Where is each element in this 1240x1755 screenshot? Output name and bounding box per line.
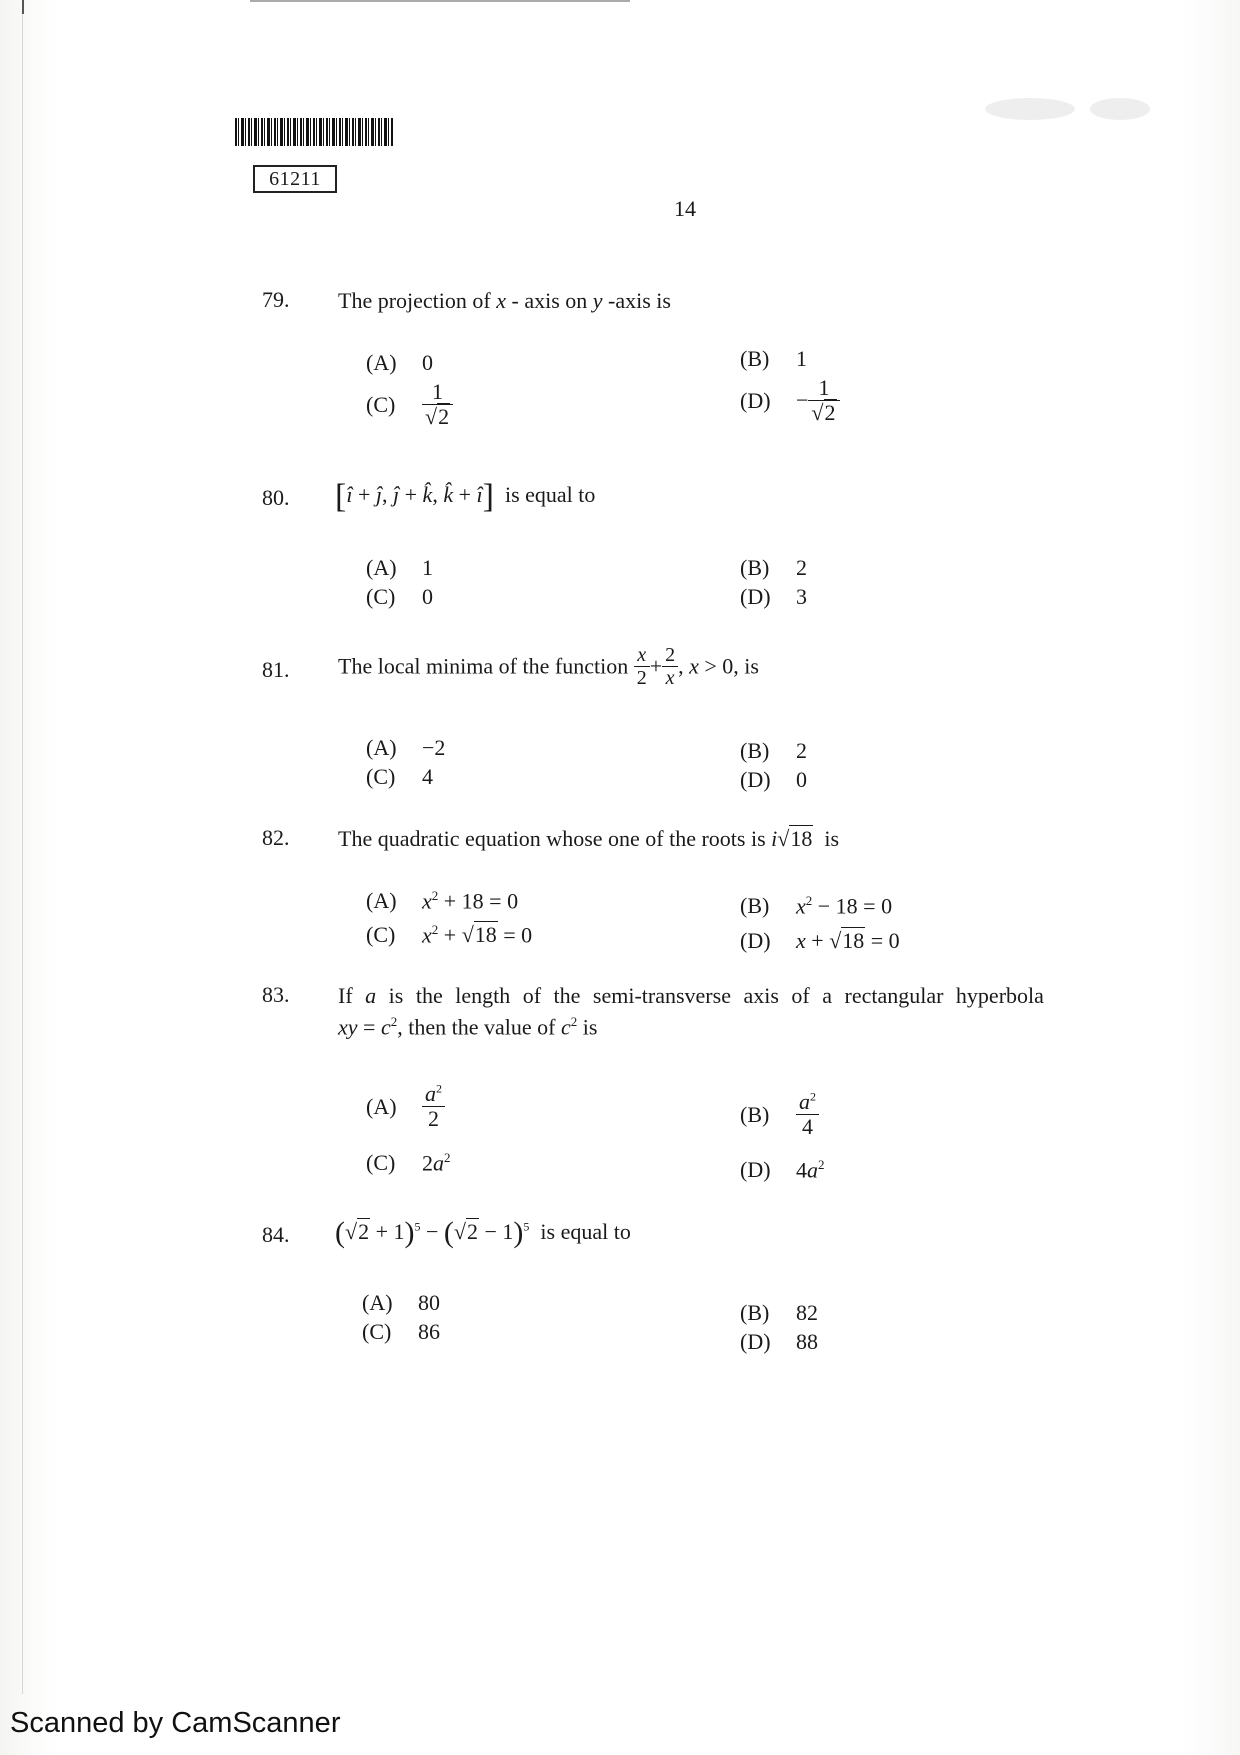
option-label: (C) (366, 391, 396, 417)
question-79-text: The projection of x - axis on y -axis is (338, 288, 671, 313)
option-label: (A) (366, 555, 397, 580)
option-label: (B) (740, 555, 770, 580)
option-label: (B) (740, 738, 770, 763)
option-label: (C) (366, 584, 396, 609)
option-value: 86 (418, 1319, 440, 1344)
q84-option-a[interactable] (362, 1290, 440, 1316)
q83-option-c[interactable]: (C) $2a^2$ (366, 1150, 451, 1176)
scanner-watermark: Scanned by CamScanner (10, 1707, 341, 1739)
question-84-text: $(√2 + 1)^5 - (√2 - 1)^5$ is equal to (335, 1216, 631, 1249)
option-label: (A) (362, 1290, 393, 1315)
q80-option-d[interactable] (740, 584, 807, 610)
option-value: 4 (422, 764, 433, 789)
page-number: 14 (674, 196, 696, 221)
question-83-number: 83. (262, 982, 290, 1007)
question-79-number: 79. (262, 287, 290, 312)
q79-option-d[interactable]: (D) − $\frac{1}{√2}$ (740, 376, 840, 425)
scan-smudge (985, 98, 1075, 120)
scan-smudge (1090, 98, 1150, 120)
option-value: 2 (796, 555, 807, 580)
option-label: (C) (362, 1319, 392, 1344)
question-80-number: 80. (262, 485, 290, 510)
question-81-number: 81. (262, 657, 290, 682)
option-label: (A) (366, 350, 397, 375)
q82-option-d[interactable]: (D) x + √18 = 0 (740, 928, 900, 953)
question-81-text: The local minima of the function $\frac{x}{2}$ + $\frac{2}{x}$ , x > 0, is (338, 644, 759, 689)
option-label: (B) (740, 893, 770, 919)
q82-option-c[interactable]: (C) $x^2 + √18 = 0$ (366, 922, 533, 948)
option-label: (D) (740, 1157, 771, 1183)
option-value: 0 (422, 584, 433, 609)
q84-option-c[interactable] (362, 1319, 440, 1345)
option-label: (B) (740, 1101, 770, 1127)
q79-option-c[interactable]: (C) $\frac{1}{√2}$ (366, 380, 453, 429)
q81-option-b[interactable] (740, 738, 807, 764)
question-80-text: [î + ĵ, ĵ + k̂, k̂ + î] is equal to (335, 478, 596, 515)
q83-option-a[interactable]: (A) $\frac{a^2}{2}$ (366, 1082, 445, 1131)
question-82-number: 82. (262, 825, 290, 850)
option-value: 3 (796, 584, 807, 609)
option-label: (D) (740, 387, 771, 413)
q83-option-d[interactable]: (D) $4a^2$ (740, 1157, 825, 1183)
option-value: −2 (422, 735, 446, 760)
option-value: 82 (796, 1300, 818, 1325)
scan-edge-mark (22, 0, 24, 14)
option-value: 88 (796, 1329, 818, 1354)
option-value: 80 (418, 1290, 440, 1315)
scan-edge-mark (250, 0, 630, 2)
option-label: (C) (366, 764, 396, 789)
option-label: (D) (740, 767, 771, 792)
option-label: (C) (366, 922, 396, 948)
q80-option-c[interactable] (366, 584, 433, 610)
q83-option-b[interactable]: (B) $\frac{a^2}{4}$ (740, 1090, 819, 1139)
question-84-number: 84. (262, 1222, 290, 1247)
q80-option-a[interactable] (366, 555, 433, 581)
question-83-text: If a is the length of the semi-transverse axis of a rectangular hyperbola (338, 983, 1044, 1008)
q81-option-a[interactable] (366, 735, 445, 761)
question-83-text-line2: xy = $c^2$, then the value of $c^2$ is (338, 1014, 598, 1040)
q79-option-b[interactable] (740, 346, 807, 372)
option-value: 2 (796, 738, 807, 763)
option-label: (B) (740, 1300, 770, 1325)
paper-code: 61211 (253, 165, 337, 193)
option-value: 0 (422, 350, 433, 375)
barcode (235, 118, 393, 146)
option-label: (A) (366, 1093, 397, 1119)
option-label: (B) (740, 346, 770, 371)
option-value: 1 (796, 346, 807, 371)
option-value: 1 (422, 555, 433, 580)
q81-option-c[interactable] (366, 764, 433, 790)
scan-edge-line (22, 14, 23, 1694)
option-label: (A) (366, 888, 397, 914)
question-82-text: The quadratic equation whose one of the roots is i√18 is (338, 826, 840, 851)
q82-option-b[interactable]: (B) $x^2 - 18 = 0$ (740, 893, 893, 919)
q80-option-b[interactable] (740, 555, 807, 581)
q81-option-d[interactable] (740, 767, 807, 793)
option-label: (D) (740, 928, 771, 953)
q79-option-a[interactable] (366, 350, 433, 376)
option-value: 0 (796, 767, 807, 792)
option-label: (A) (366, 735, 397, 760)
q84-option-d[interactable] (740, 1329, 818, 1355)
q84-option-b[interactable] (740, 1300, 818, 1326)
option-label: (D) (740, 584, 771, 609)
q82-option-a[interactable]: (A) $x^2 + 18 = 0$ (366, 888, 519, 914)
option-label: (D) (740, 1329, 771, 1354)
option-label: (C) (366, 1150, 396, 1176)
